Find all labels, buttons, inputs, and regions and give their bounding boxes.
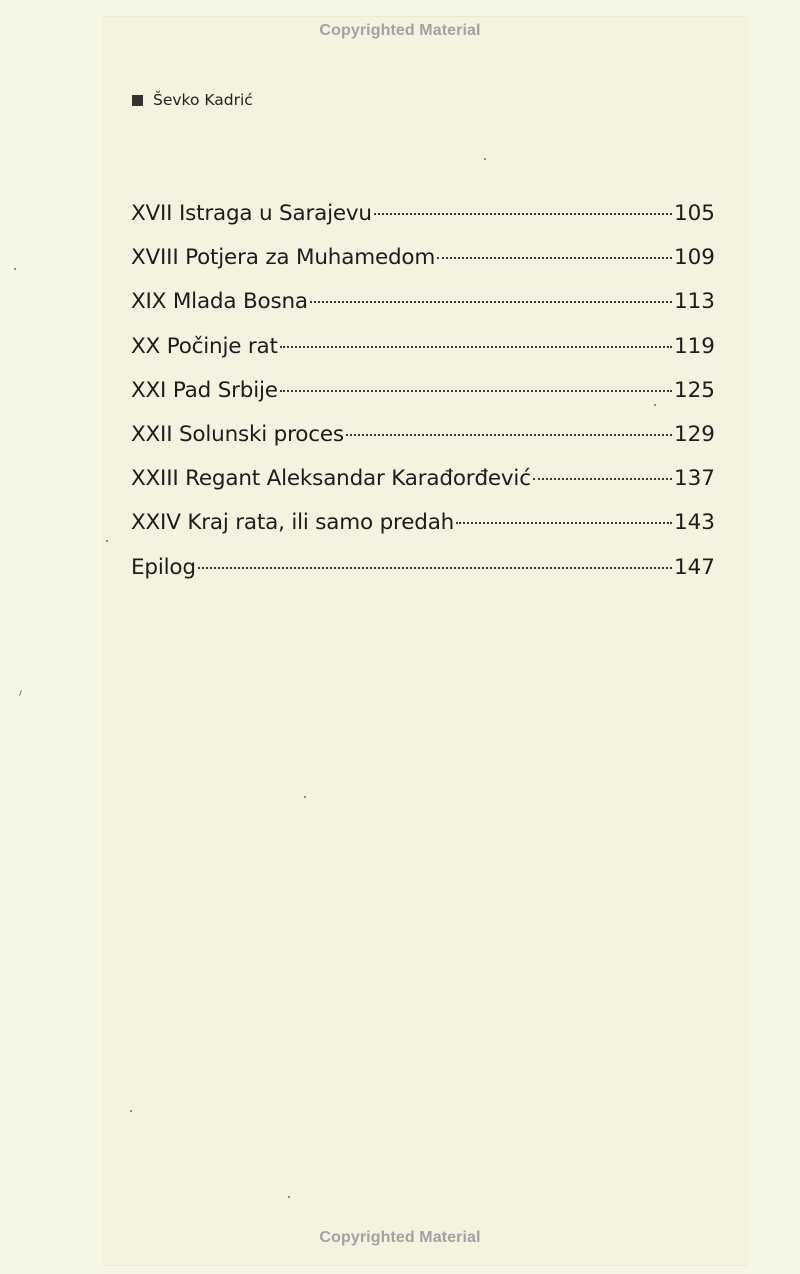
- dot-leader: [374, 213, 672, 215]
- toc-entry-page: 113: [673, 289, 715, 315]
- paper-speck: [288, 1196, 290, 1198]
- paper-speck: [14, 268, 16, 270]
- dot-leader: [533, 478, 672, 480]
- toc-entry-page: 109: [673, 245, 715, 271]
- toc-entry-title: XXIV Kraj rata, ili samo predah: [131, 510, 455, 536]
- dot-leader: [310, 301, 672, 303]
- toc-entry-page: 129: [673, 421, 715, 447]
- dot-leader: [456, 522, 672, 524]
- toc-entry-page: 125: [673, 377, 715, 403]
- toc-entry: [131, 329, 715, 373]
- toc-entry-title: XVII Istraga u Sarajevu: [131, 201, 372, 226]
- dot-leader: [280, 346, 672, 348]
- watermark-bottom: Copyrighted Material: [319, 1229, 481, 1246]
- paper-speck: [19, 690, 22, 696]
- dot-leader: [280, 390, 672, 392]
- paper-speck: [130, 1110, 132, 1112]
- toc-entry-title: XVIII Potjera za Muhamedom: [131, 245, 436, 271]
- toc-entry-page: 147: [673, 554, 715, 580]
- toc-entry: [131, 284, 715, 328]
- toc-entry-title: Epilog: [131, 554, 196, 580]
- toc-entry-page: 105: [673, 201, 715, 226]
- table-of-contents: [131, 196, 715, 594]
- toc-entry-title: XX Počinje rat: [131, 333, 278, 359]
- watermark-top: Copyrighted Material: [319, 22, 481, 39]
- header-author: Ševko Kadrić: [153, 91, 253, 109]
- toc-entry: [131, 550, 715, 594]
- toc-entry: [131, 417, 715, 461]
- toc-entry-page: 137: [673, 466, 715, 492]
- toc-entry-title: XXI Pad Srbije: [131, 377, 278, 403]
- paper-speck: [654, 404, 656, 406]
- toc-entry: [131, 461, 715, 505]
- toc-entry: [131, 373, 715, 417]
- toc-entry-title: XIX Mlada Bosna: [131, 289, 308, 315]
- toc-entry: [131, 196, 715, 240]
- toc-entry-title: XXII Solunski proces: [131, 421, 344, 447]
- dot-leader: [346, 434, 672, 436]
- dot-leader: [437, 257, 672, 259]
- dot-leader: [198, 567, 672, 569]
- toc-entry-page: 119: [673, 333, 715, 359]
- header-square-icon: [132, 95, 143, 106]
- running-header: [132, 88, 253, 112]
- paper-speck: [484, 158, 486, 160]
- paper-speck: [304, 796, 306, 798]
- toc-entry: [131, 505, 715, 549]
- paper-speck: [106, 540, 108, 542]
- toc-entry-page: 143: [673, 510, 715, 536]
- toc-entry-title: XXIII Regant Aleksandar Karađorđević: [131, 466, 531, 492]
- toc-entry: [131, 240, 715, 284]
